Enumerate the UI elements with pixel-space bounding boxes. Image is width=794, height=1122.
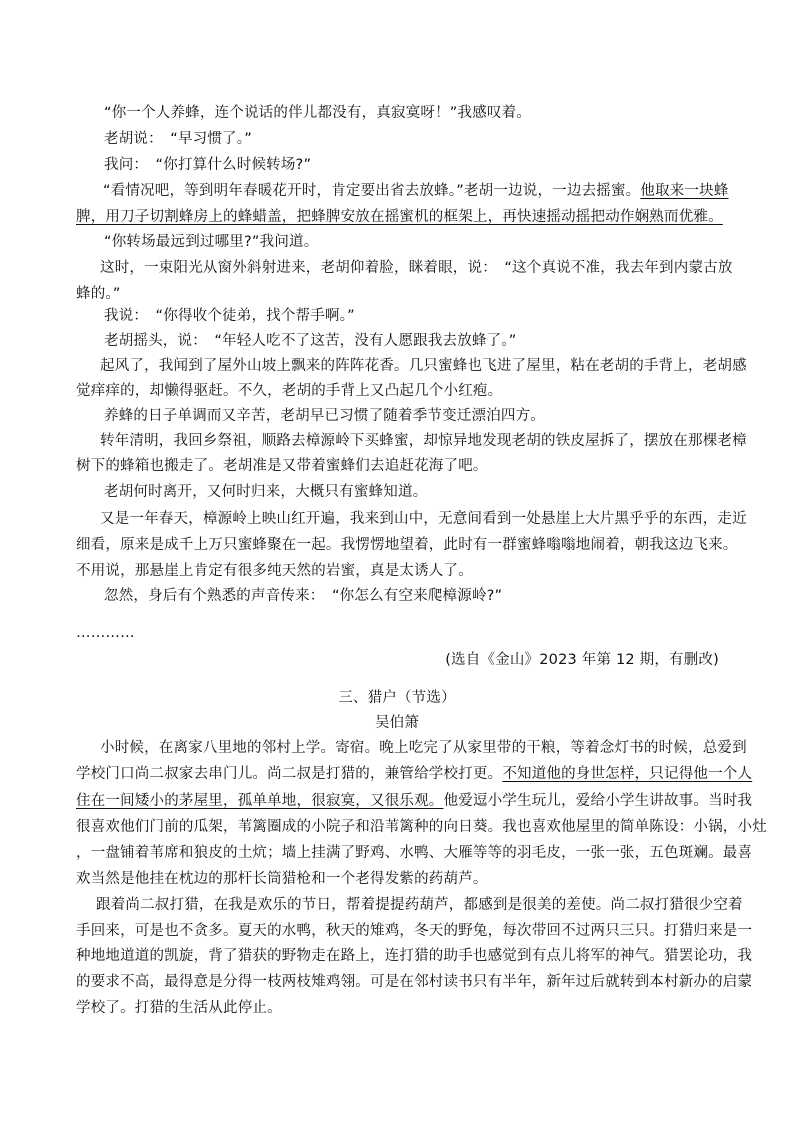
paragraph-line: 不用说，那悬崖上肯定有很多纯天然的岩蜜，真是太诱人了。 [76, 563, 473, 579]
paragraph-line: 老胡何时离开，又何时归来，大概只有蜜蜂知道。 [104, 484, 428, 500]
paragraph-line: 跟着尚二叔打猎，在我是欢乐的节日，帮着提提药葫芦，都感到是很美的差使。尚二叔打猎很少空着 [96, 897, 743, 913]
paragraph-line-text: 他爱逗小学生玩儿，爱给小学生讲故事。当时我 [443, 793, 753, 809]
paragraph-line: 老胡说： “早习惯了。” [104, 131, 252, 147]
paragraph-line: 树下的蜂箱也搬走了。老胡准是又带着蜜蜂们去追赶花海了吧。 [76, 458, 488, 474]
paragraph-line: 我问： “你打算什么时候转场?” [104, 157, 312, 173]
paragraph-line: 养蜂的日子单调而又辛苦，老胡早已习惯了随着季节变迁漂泊四方。 [104, 408, 545, 424]
paragraph-line [103, 181, 729, 201]
paragraph-line [76, 764, 752, 784]
paragraph-line: 转年清明，我回乡祭祖，顺路去樟源岭下买蜂蜜，却惊异地发现老胡的铁皮屋拆了，摆放在那棵老樟 [100, 433, 747, 449]
section-title: 三、猎户（节选） [338, 690, 456, 706]
underlined-sentence: 不知道他的身世怎样，只记得他一个人 [502, 766, 753, 782]
underlined-sentence: 脾，用刀子切割蜂房上的蜂蜡盖，把蜂脾安放在摇蜜机的框架上，再快速摇动摇把动作娴熟而优雅。 [76, 209, 723, 225]
paragraph-line: 很喜欢他们门前的瓜架，苇篱圈成的小院子和沿苇篱种的向日葵。我也喜欢他屋里的简单陈设：小锅，小灶 [76, 819, 767, 835]
paragraph-line: 蜂的。” [76, 286, 121, 302]
source-citation: (选自《金山》2023 年第 12 期，有删改) [445, 652, 719, 668]
paragraph-line: “你一个人养蜂，连个说话的伴儿都没有，真寂寞呀！”我感叹着。 [104, 105, 532, 121]
paragraph-line: 手回来，可是也不贪多。夏天的水鸭，秋天的雉鸡，冬天的野兔，每次带回不过两只三只。打猎归来是一 [76, 923, 753, 939]
paragraph-line-text: “看情况吧，等到明年春暖花开时，肯定要出省去放蜂。”老胡一边说，一边去摇蜜。 [103, 183, 641, 199]
paragraph-line: 忽然，身后有个熟悉的声音传来： “你怎么有空来爬樟源岭?” [104, 588, 503, 604]
ellipsis: ………… [76, 625, 135, 641]
paragraph-line: 细看，原来是成千上万只蜜蜂聚在一起。我愣愣地望着，此时有一群蜜蜂嗡嗡地闹着，朝我这边飞来。 [76, 537, 738, 553]
paragraph-line: 的要求不高，最得意是分得一枝两枝雉鸡翎。可是在邻村读书只有半年，新年过后就转到本村新办的启蒙 [76, 974, 753, 990]
underlined-sentence: 他取来一块蜂 [640, 183, 729, 199]
paragraph-line: 种地地道道的凯旋，背了猎获的野物走在路上，连打猎的助手也感觉到有点儿将军的神气。猎罢论功，我 [76, 948, 753, 964]
paragraph-line: 小时候，在离家八里地的邻村上学。寄宿。晚上吃完了从家里带的干粮，等着念灯书的时候，总爱到 [100, 740, 747, 756]
paragraph-line: 起风了，我闻到了屋外山坡上飘来的阵阵花香。几只蜜蜂也飞进了屋里，粘在老胡的手背上，老胡感 [100, 358, 747, 374]
paragraph-line [76, 791, 752, 811]
paragraph-line: 这时，一束阳光从窗外斜射进来，老胡仰着脸，眯着眼，说： “这个真说不准，我去年到内蒙古放 [100, 260, 733, 276]
paragraph-line: “你转场最远到过哪里?”我问道。 [104, 234, 319, 250]
paragraph-line: 又是一年春天，樟源岭上映山红开遍，我来到山中，无意间看到一处悬崖上大片黑乎乎的东西，走近 [100, 511, 747, 527]
author-name: 吴伯箫 [374, 715, 420, 731]
paragraph-line: 欢当然是他挂在枕边的那杆长筒猎枪和一个老得发紫的药葫芦。 [76, 871, 488, 887]
paragraph-line: 老胡摇头，说： “年轻人吃不了这苦，没有人愿跟我去放蜂了。” [104, 333, 517, 349]
paragraph-line: 我说： “你得收个徒弟，找个帮手啊。” [104, 308, 355, 324]
underlined-sentence: 住在一间矮小的茅屋里，孤单单地，很寂寞，又很乐观。 [76, 793, 444, 809]
paragraph-line-text: 学校门口尚二叔家去串门儿。尚二叔是打猎的，兼管给学校打更。 [76, 766, 503, 782]
paragraph-line: ，一盘铺着苇席和狼皮的土炕；墙上挂满了野鸡、水鸭、大雁等等的羽毛皮，一张一张，五色斑斓。最喜 [76, 845, 753, 861]
paragraph-line: 觉痒痒的，却懒得驱赶。不久，老胡的手背上又凸起几个小红疱。 [76, 383, 503, 399]
paragraph-line [76, 207, 723, 227]
paragraph-line: 学校了。打猎的生活从此停止。 [76, 1000, 282, 1016]
